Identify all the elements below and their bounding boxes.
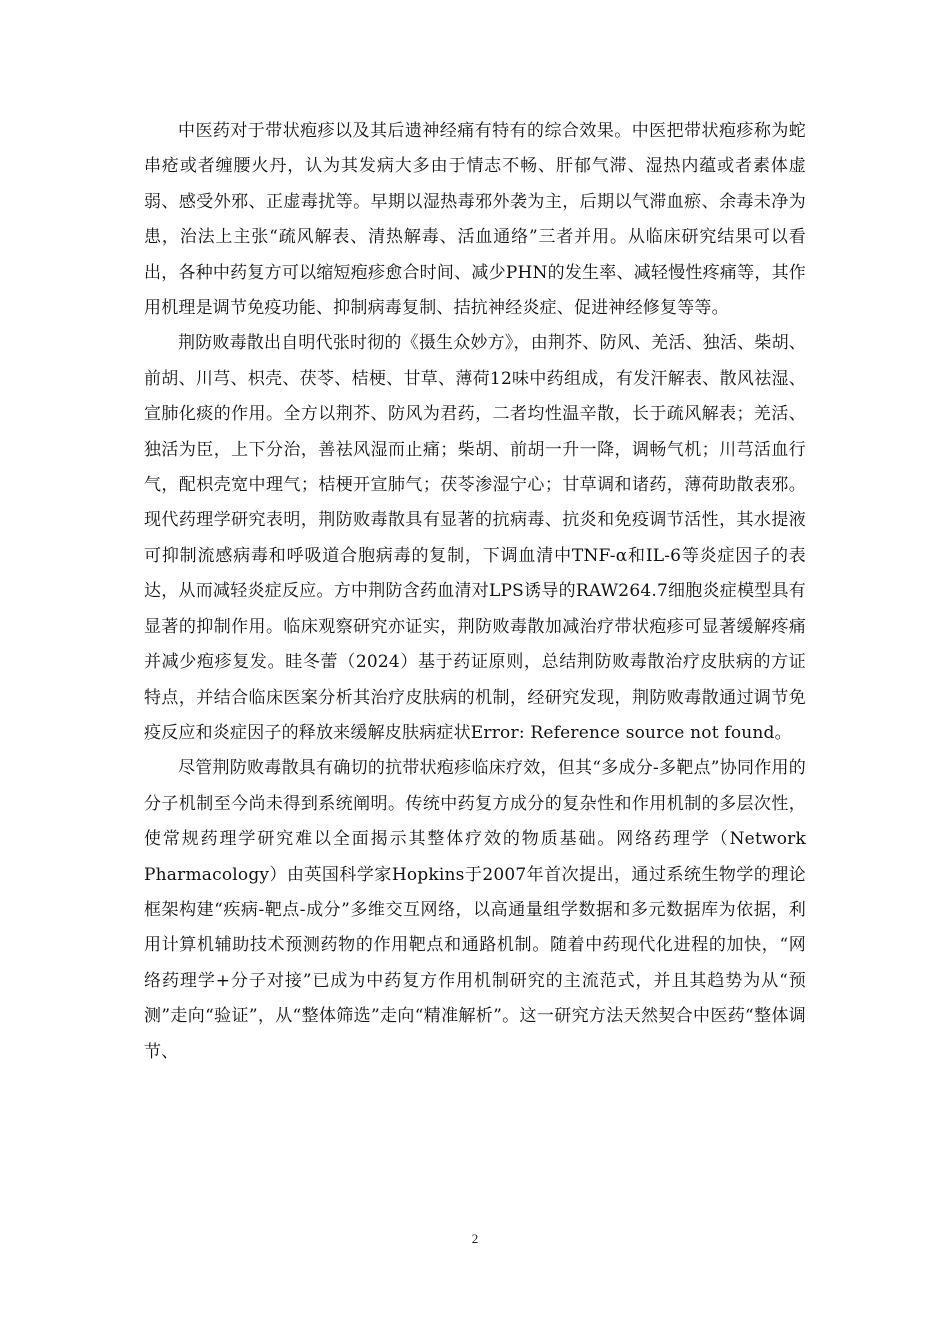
- paragraph-tcm-herpes-zoster: 中医药对于带状疱疹以及其后遗神经痛有特有的综合效果。中医把带状疱疹称为蛇串疮或者缠腰火丹，认为其发病大多由于情志不畅、肝郁气滞、湿热内蕴或者素体虚弱、感受外邪、正虚毒扰等。早期以湿热毒邪外袭为主，后期以气滞血瘀、余毒未净为患，治法上主张“疏风解表、清热解毒、活血通络”三者并用。从临床研究结果可以看出，各种中药复方可以缩短疱疹愈合时间、减少PHN的发生率、减轻慢性疼痛等，其作用机理是调节免疫功能、抑制病毒复制、拮抗神经炎症、促进神经修复等等。: [144, 121, 806, 319]
- paragraph-jingfang-baidu-san: 荆防败毒散出自明代张时彻的《摄生众妙方》，由荆芥、防风、羌活、独活、柴胡、前胡、川芎、枳壳、茯苓、桔梗、甘草、薄荷12味中药组成，有发汗解表、散风祛湿、宣肺化痰的作用。全方以荆芥、防风为君药，二者均性温辛散，长于疏风解表；羌活、独活为臣，上下分治，善祛风湿而止痛；柴胡、前胡一升一降，调畅气机；川芎活血行气，配枳壳宽中理气；桔梗开宣肺气；茯苓渗湿宁心；甘草调和诸药，薄荷助散表邪。现代药理学研究表明，荆防败毒散具有显著的抗病毒、抗炎和免疫调节活性，其水提液可抑制流感病毒和呼吸道合胞病毒的复制，下调血清中TNF-α和IL-6等炎症因子的表达，从而减轻炎症反应。方中荆防含药血清对LPS诱导的RAW264.7细胞炎症模型具有显著的抑制作用。临床观察研究亦证实，荆防败毒散加减治疗带状疱疹可显著缓解疼痛并减少疱疹复发。眭冬蕾（2024）基于药证原则，总结荆防败毒散治疗皮肤病的方证特点，并结合临床医案分析其治疗皮肤病的机制，经研究发现，荆防败毒散通过调节免疫反应和炎症因子的释放来缓解皮肤病症状Error: Reference source not found。: [144, 333, 806, 743]
- page-number: 2: [471, 1231, 479, 1246]
- paragraph-network-pharmacology: 尽管荆防败毒散具有确切的抗带状疱疹临床疗效，但其“多成分-多靶点”协同作用的分子机制至今尚未得到系统阐明。传统中药复方成分的复杂性和作用机制的多层次性，使常规药理学研究难以全面揭示其整体疗效的物质基础。网络药理学（Network Pharmacology）由英国科学家Hopkins于2007年首次提出，通过系统生物学的理论框架构建“疾病-靶点-成分”多维交互网络，以高通量组学数据和多元数据库为依据，利用计算机辅助技术预测药物的作用靶点和通路机制。随着中药现代化进程的加快，“网络药理学+分子对接”已成为中药复方作用机制研究的主流范式，并且其趋势为从“预测”走向“验证”，从“整体筛选”走向“精准解析”。这一研究方法天然契合中医药“整体调节、: [144, 758, 806, 1062]
- body-text: [144, 114, 806, 1070]
